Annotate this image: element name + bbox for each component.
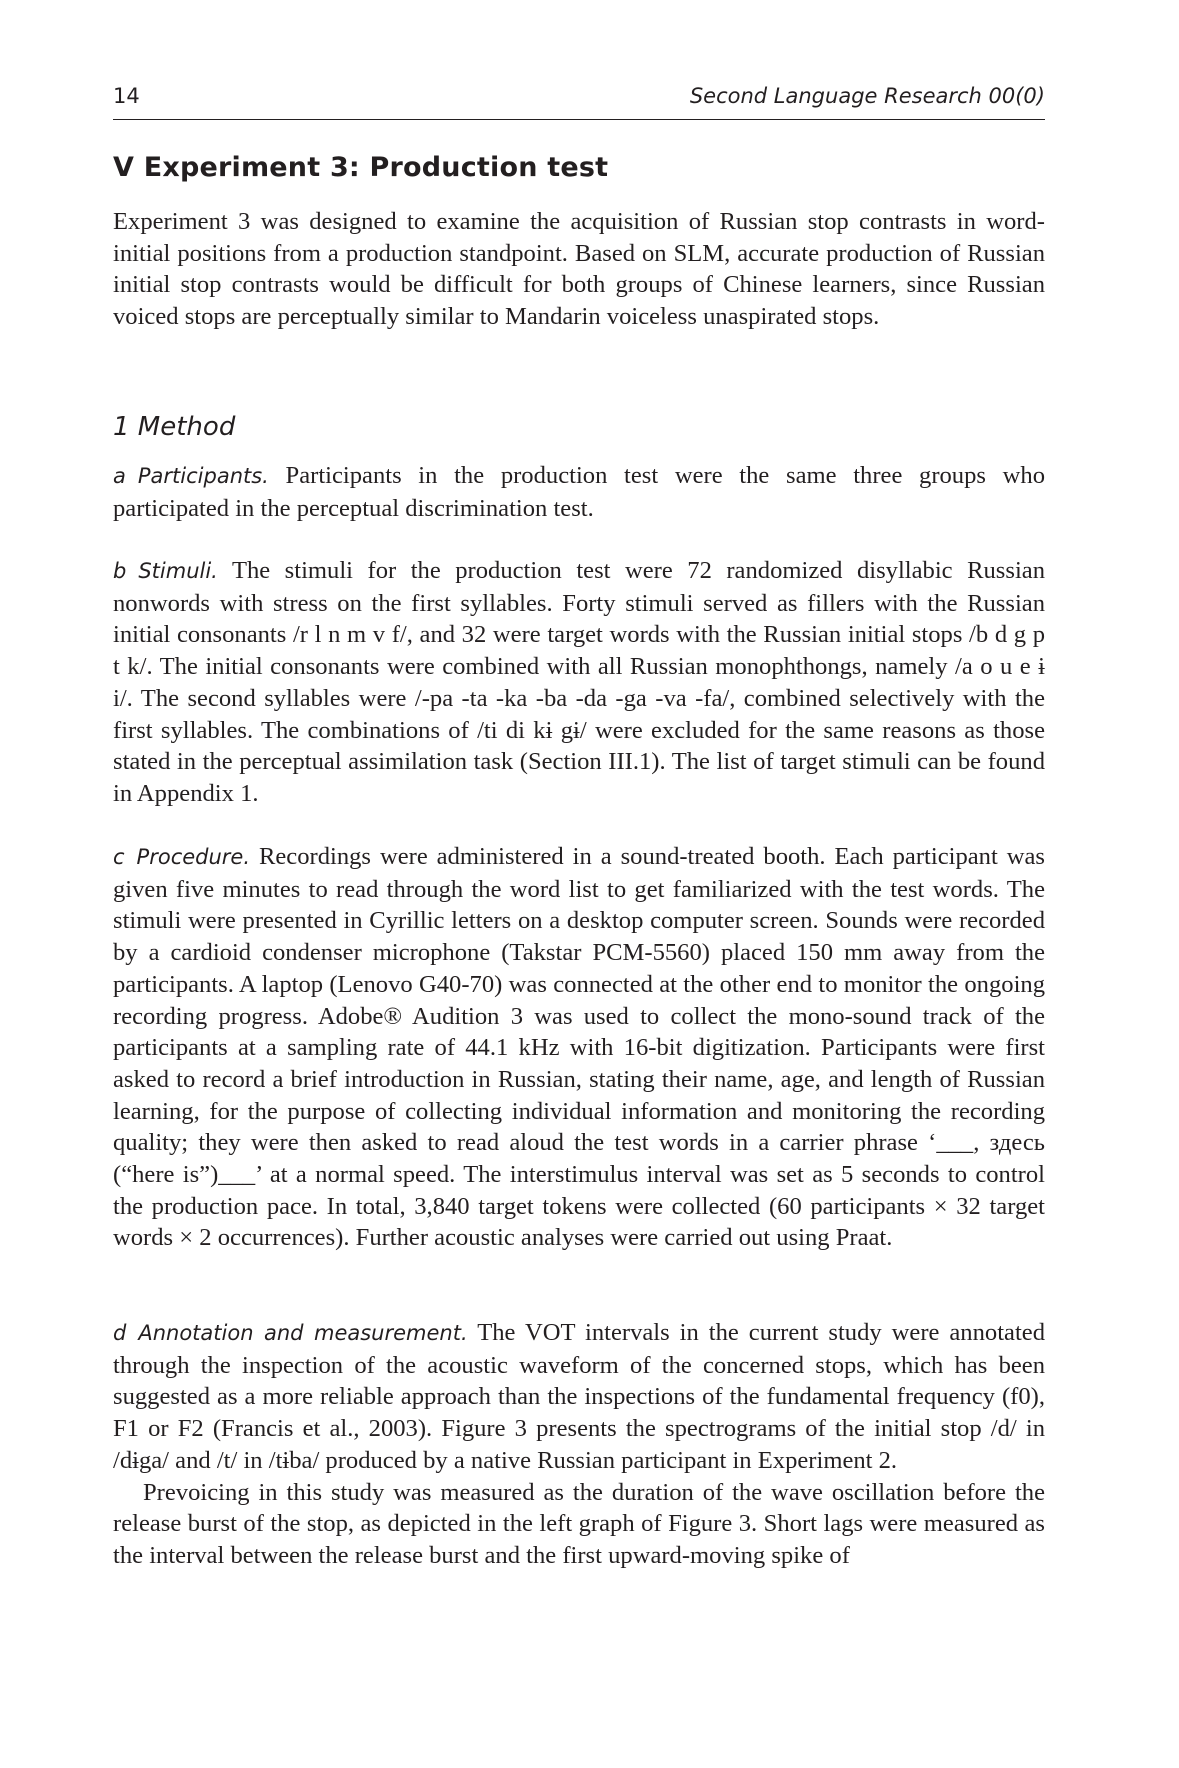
subsection-letter: d: [113, 1321, 127, 1345]
paragraph-text: The stimuli for the production test were 72 randomized disyllabic Russian nonwords with stress on the first syllables. Forty stimuli served as fillers with the Russian initial consonants /r l n m v f/, and 32 were target words with the Russian initial stops /b d g p t k/. The initial consonants were combined with all Russian monophthongs, namely /a o u e ɨ i/. The second syllables were /-pa -ta -ka -ba -da -ga -va -fa/, combined selectively with the first syllables. The combinations of /ti di kɨ gɨ/ were excluded for the same reasons as those stated in the perceptual assimilation task (Section III.1). The list of target stimuli can be found in Appendix 1.: [113, 557, 1045, 807]
paragraph-text: The VOT intervals in the current study were annotated through the inspection of the acoustic waveform of the concerned stops, which has been suggested as a more reliable approach than the inspections of the fundamental frequency (f0), F1 or F2 (Francis et al., 2003). Figure 3 presents the spectrograms of the initial stop /d/ in /dɨga/ and /t/ in /tɨba/ produced by a native Russian participant in Experiment 2.: [113, 1319, 1045, 1474]
journal-title: Second Language Research 00(0): [689, 84, 1045, 108]
paragraph: [113, 841, 1045, 1254]
page-number: 14: [113, 84, 140, 108]
paragraph: Prevoicing in this study was measured as the duration of the wave oscillation before the release burst of the stop, as depicted in the left graph of Figure 3. Short lags were measured as the interval between the release burst and the first upward-moving spike of: [113, 1478, 1045, 1569]
paragraph-text: Recordings were administered in a sound-treated booth. Each participant was given five minutes to read through the word list to get familiarized with the test words. The stimuli were presented in Cyrillic letters on a desktop computer screen. Sounds were recorded by a cardioid condenser microphone (Takstar PCM-5560) placed 150 mm away from the participants. A laptop (Lenovo G40-70) was connected at the other end to monitor the ongoing recording progress. Adobe® Audition 3 was used to collect the mono-sound track of the participants at a sampling rate of 44.1 kHz with 16-bit digitization. Participants were first asked to record a brief introduction in Russian, stating their name, age, and length of Russian learning, for the purpose of collecting individual information and monitoring the recording quality; they were then asked to read aloud the test words in a carrier phrase ‘___, здесь (“here is”)___’ at a normal speed. The interstimulus interval was set as 5 seconds to control the production pace. In total, 3,840 target tokens were collected (60 participants × 32 target words × 2 occurrences). Further acoustic analyses were carried out using Praat.: [113, 843, 1045, 1252]
paragraph-text: Participants in the production test were the same three groups who participated in the perceptual discrimination test.: [113, 462, 1045, 522]
running-head: [113, 84, 1045, 118]
subsection-heading: Participants.: [137, 464, 269, 488]
subsection-participants: [113, 460, 1045, 524]
subsection-heading: Annotation and measurement.: [138, 1321, 468, 1345]
section-title: V Experiment 3: Production test: [113, 152, 609, 183]
subsection-letter: a: [113, 464, 126, 488]
subsection-letter: b: [113, 559, 127, 583]
subsection-letter: c: [113, 845, 125, 869]
intro-paragraph: Experiment 3 was designed to examine the acquisition of Russian stop contrasts in word-initial positions from a production standpoint. Based on SLM, accurate production of Russian initial stop contrasts would be difficult for both groups of Chinese learners, since Russian voiced stops are perceptually similar to Mandarin voiceless unaspirated stops.: [113, 208, 1045, 331]
subsection-annotation: [113, 1317, 1045, 1572]
subsection-procedure: [113, 841, 1045, 1254]
method-heading: 1 Method: [113, 412, 236, 442]
paragraph: [113, 460, 1045, 524]
subsection-stimuli: [113, 555, 1045, 810]
header-rule: [113, 119, 1045, 120]
subsection-heading: Stimuli.: [138, 559, 218, 583]
paragraph: [113, 1317, 1045, 1477]
paragraph: [113, 555, 1045, 810]
subsection-heading: Procedure.: [136, 845, 251, 869]
